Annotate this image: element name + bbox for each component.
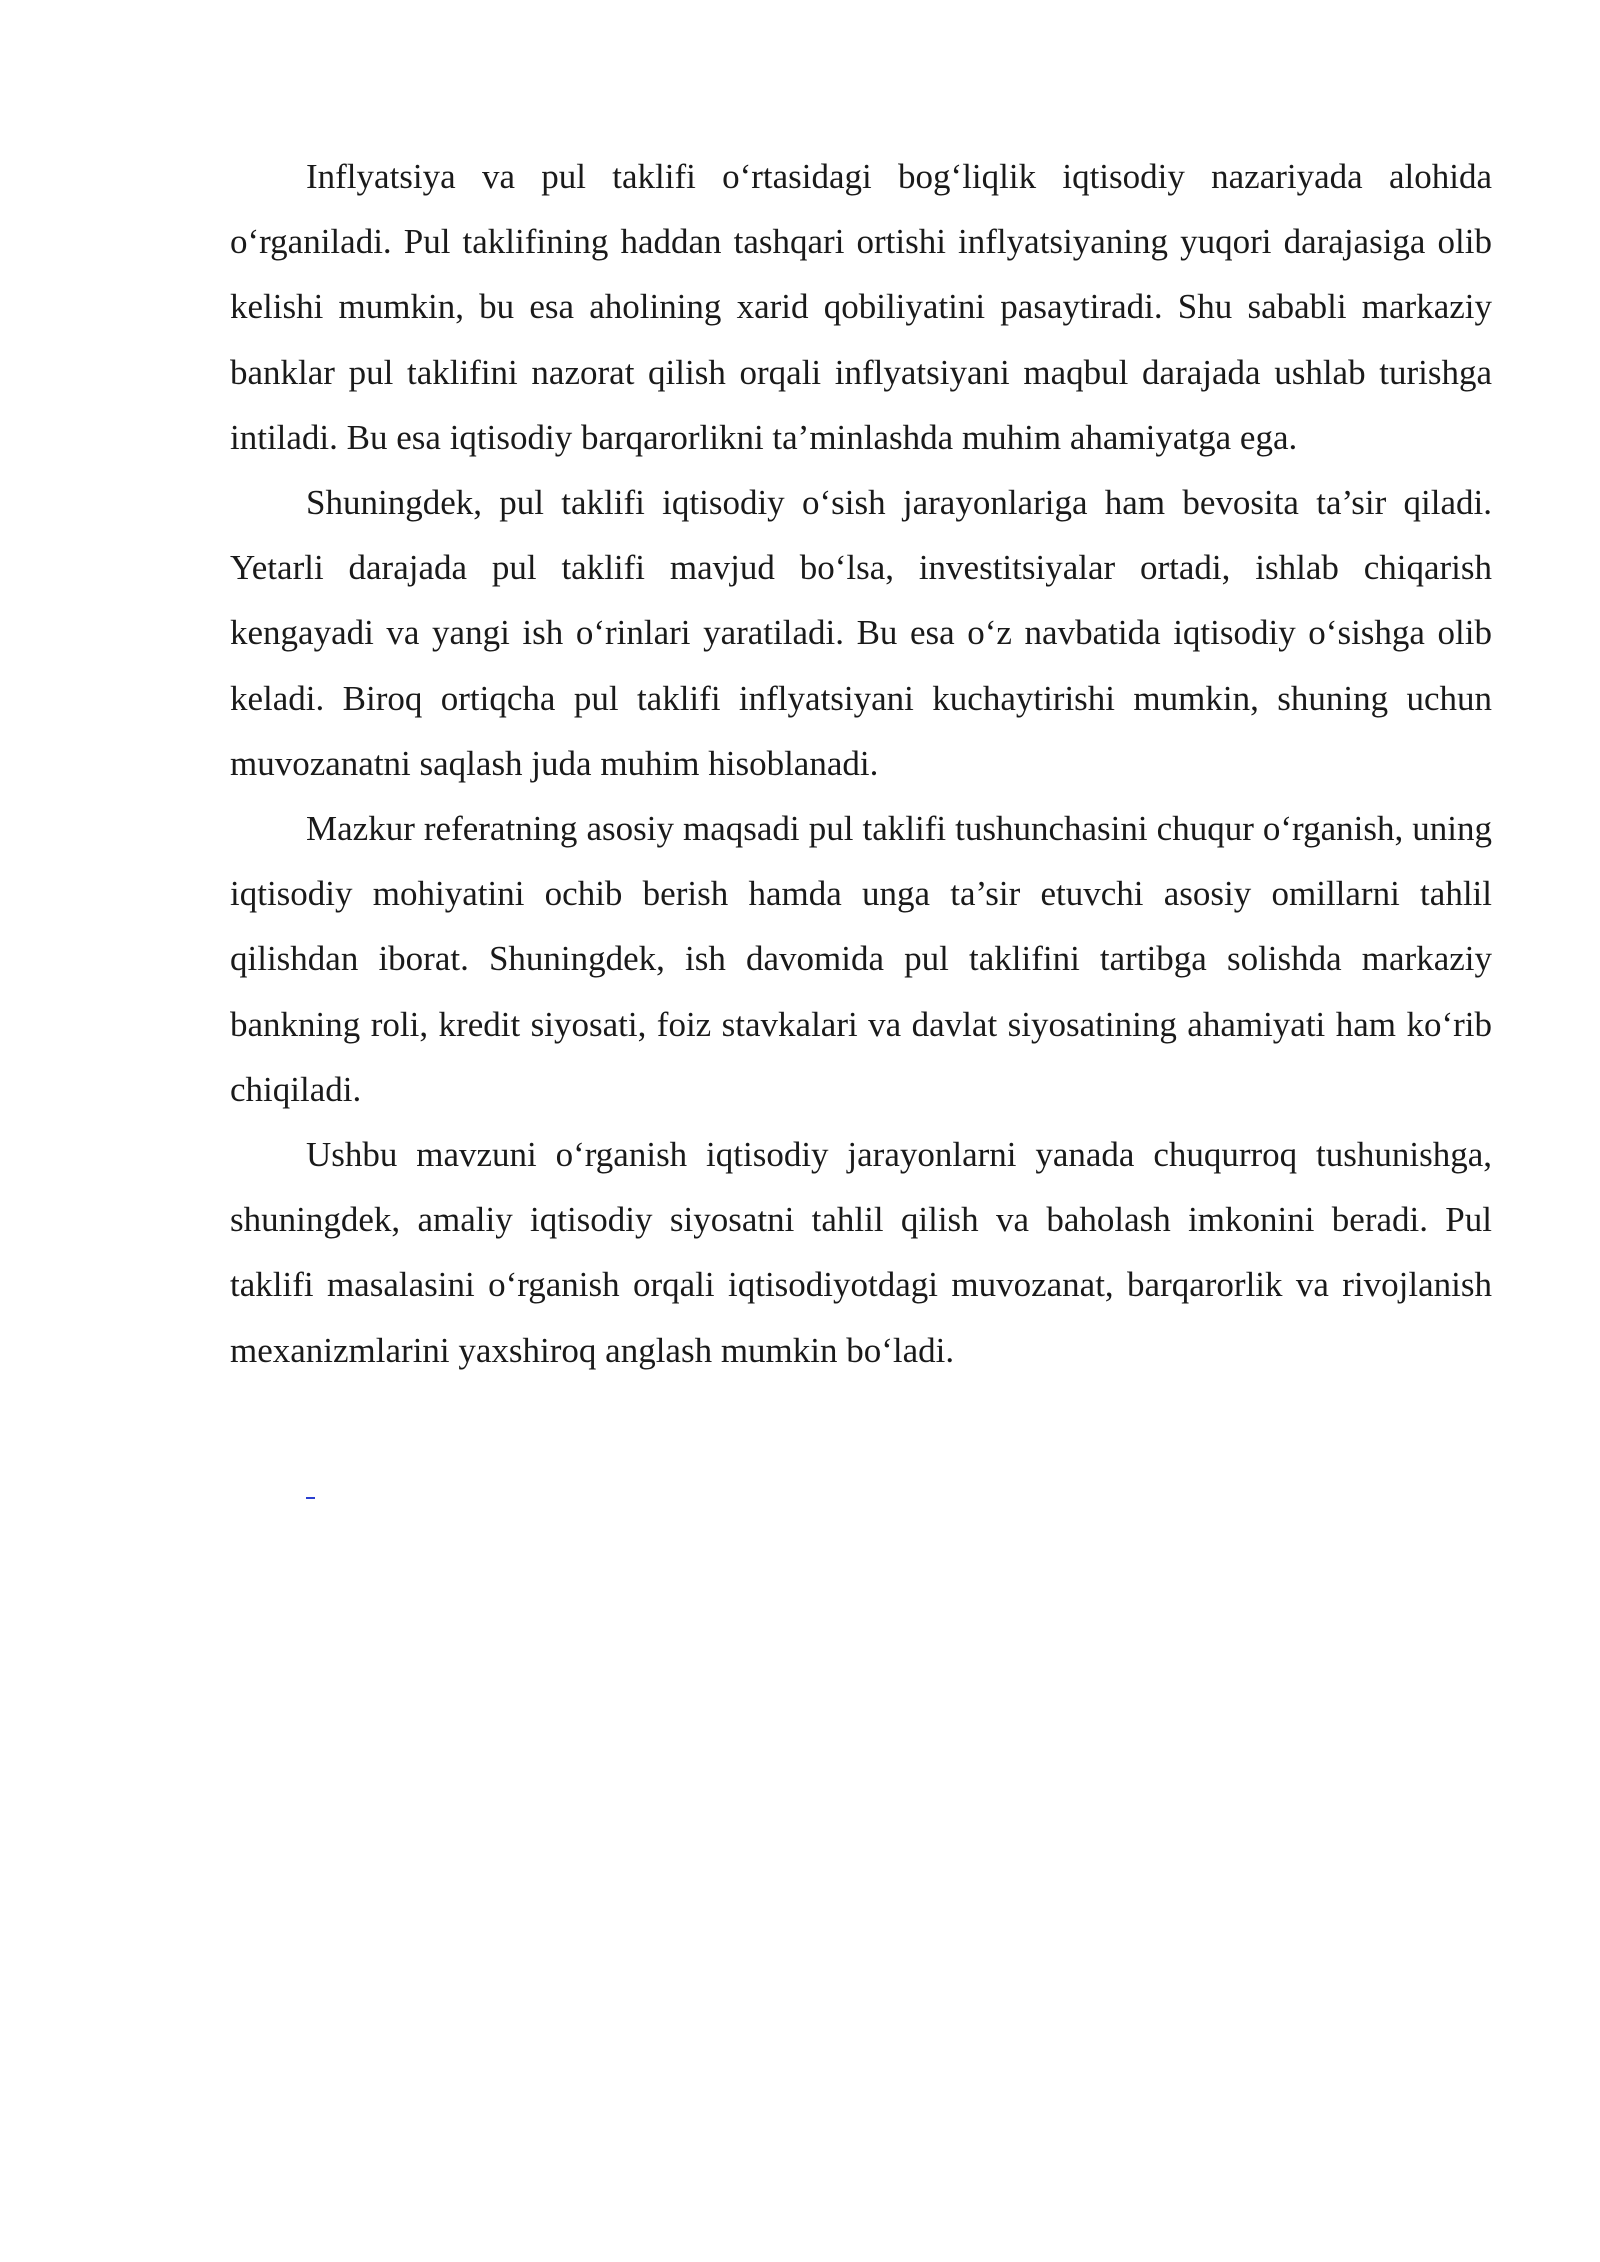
paragraph-4: Ushbu mavzuni o‘rganish iqtisodiy jarayonlarni yanada chuqurroq tushunishga, shuningdek, amaliy iqtisodiy siyosatni tahlil qilish va baholash imkonini beradi. Pul taklifi masalasini o‘rganish orqali iqtisodiyotdagi muvozanat, barqarorlik va rivojlanish mexanizmlarini yaxshiroq anglash mumkin bo‘ladi.: [230, 1135, 1492, 1370]
document-body: [230, 144, 1492, 1383]
paragraph-3: Mazkur referatning asosiy maqsadi pul taklifi tushunchasini chuqur o‘rganish, uning iqtisodiy mohiyatini ochib berish hamda unga ta’sir etuvchi asosiy omillarni tahlil qilishdan iborat. Shuningdek, ish davomida pul taklifini tartibga solishda markaziy bankning roli, kredit siyosati, foiz stavkalari va davlat siyosatining ahamiyati ham ko‘rib chiqiladi.: [230, 809, 1492, 1109]
paragraph-1: Inflyatsiya va pul taklifi o‘rtasidagi bog‘liqlik iqtisodiy nazariyada alohida o‘rganiladi. Pul taklifining haddan tashqari ortishi inflyatsiyaning yuqori darajasiga olib kelishi mumkin, bu esa aholining xarid qobiliyatini pasaytiradi. Shu sababli markaziy banklar pul taklifini nazorat qilish orqali inflyatsiyani maqbul darajada ushlab turishga intiladi. Bu esa iqtisodiy barqarorlikni ta’minlashda muhim ahamiyatga ega.: [230, 157, 1492, 457]
text-cursor-mark: [306, 1497, 315, 1499]
paragraph-2: Shuningdek, pul taklifi iqtisodiy o‘sish jarayonlariga ham bevosita ta’sir qiladi. Yetarli darajada pul taklifi mavjud bo‘lsa, investitsiyalar ortadi, ishlab chiqarish kengayadi va yangi ish o‘rinlari yaratiladi. Bu esa o‘z navbatida iqtisodiy o‘sishga olib keladi. Biroq ortiqcha pul taklifi inflyatsiyani kuchaytirishi mumkin, shuning uchun muvozanatni saqlash juda muhim hisoblanadi.: [230, 483, 1492, 783]
